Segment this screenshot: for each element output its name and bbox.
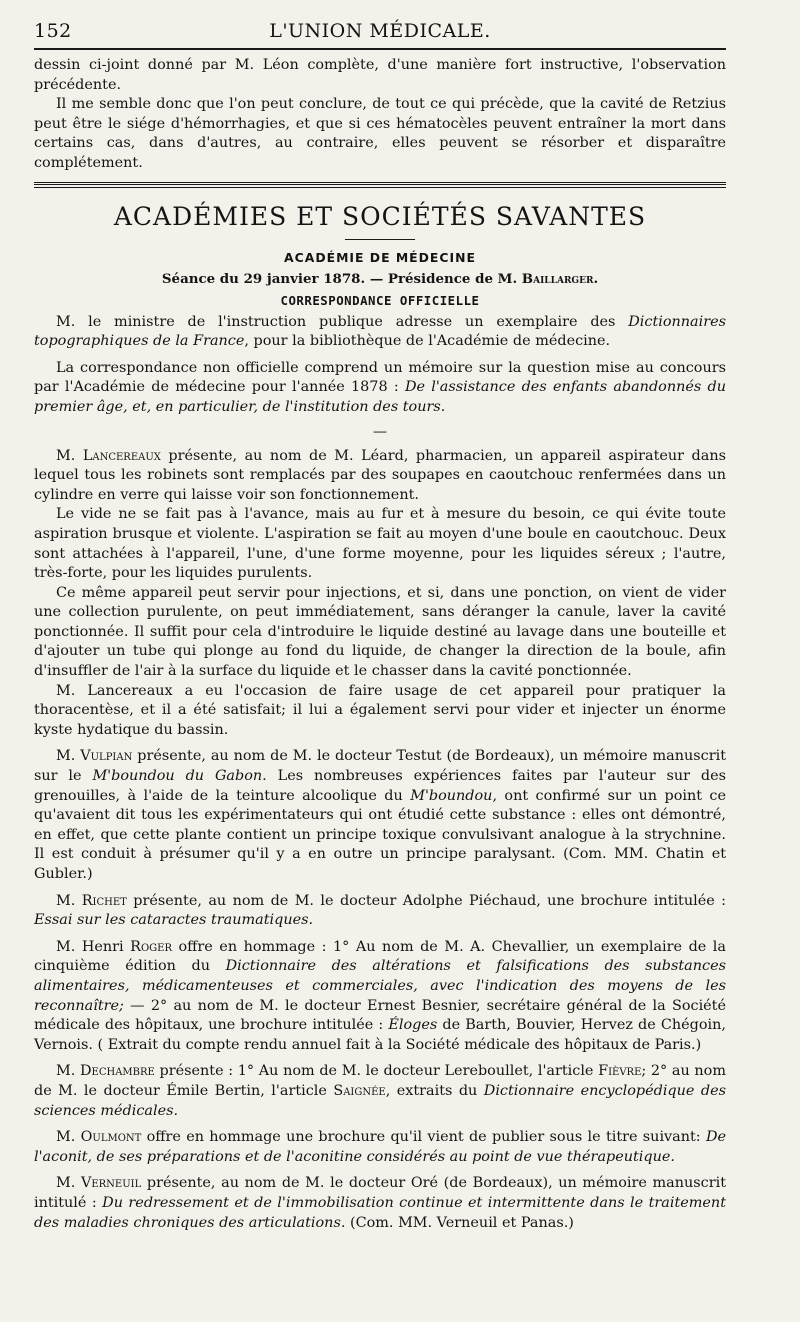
- intro-paragraph-2: Il me semble donc que l'on peut conclure, de tout ce qui précède, que la cavité de Retzius peut être le siége d'hémorrhagies, et que si ces hématocèles peuvent entraîner la mort dans certains cas, dans d'autres, au contraire, elles peuvent se résorber et disparaître complétement.: [34, 96, 726, 171]
- p5-name: Lancereaux: [82, 447, 161, 464]
- paragraph-vulpian: [34, 747, 726, 884]
- p9-text-d: , ont confirmé sur un point ce qu'avaient dit tous les expérimentateurs qui ont étudié cette substance : elles ont démontré, en effet, que cette plante contient un principe toxique convulsivant analogue à la strychnine. Il est conduit à présumer qu'il y a en outre un principe paralysant. (Com. MM. Chatin et Gubler.): [34, 787, 727, 882]
- p14-italic: Du redressement et de l'immobilisation continue et intermittente dans le traitement des maladies chroniques des articulations.: [34, 1194, 726, 1231]
- p4-text-a: La correspondance non officielle comprend un mémoire sur la question mise au concours par l'Académie de médecine pour l'année 1878 :: [34, 359, 726, 396]
- p13-name: Oulmont: [80, 1129, 142, 1146]
- p12-text-c: ; 2° au nom de M. le docteur Émile Bertin, l'article: [34, 1063, 726, 1099]
- paragraph-thoracentese: M. Lancereaux a eu l'occasion de faire usage de cet appareil pour pratiquer la thoracentèse, et il a été satisfait; il lui a également servi pour vider et injecter un énorme kyste hydatique du bassin.: [34, 682, 726, 738]
- p10-italic: Essai sur les cataractes traumatiques.: [34, 912, 314, 929]
- p12-article-2: Saignée: [333, 1082, 386, 1099]
- p10-text-b: présente, au nom de M. le docteur Adolphe Piéchaud, une brochure intitulée :: [126, 892, 726, 909]
- seance-line: [34, 271, 726, 287]
- paragraph-oulmont: [34, 1128, 726, 1167]
- p10-name: Richet: [81, 892, 127, 909]
- p11-name: Roger: [130, 938, 172, 955]
- p9-name: Vulpian: [80, 748, 133, 765]
- p13-text-a: M.: [56, 1129, 81, 1146]
- p3-text-a: M. le ministre de l'instruction publique adresse un exemplaire des: [56, 313, 629, 330]
- p14-text-c: (Com. MM. Verneuil et Panas.): [345, 1214, 574, 1231]
- p12-text-a: M.: [56, 1063, 80, 1080]
- p9-text-c: . Les nombreuses expériences faites par l'auteur sur des grenouilles, à l'aide de la teinture alcoolique du: [34, 768, 726, 804]
- paragraph-roger: [34, 938, 726, 1056]
- intro-paragraph-1: dessin ci-joint donné par M. Léon complète, d'une manière fort instructive, l'observation précédente.: [34, 57, 726, 93]
- p5-text-b: présente, au nom de M. Léard, pharmacien, un appareil aspirateur dans lequel tous les robinets sont remplacés par des soupapes en caoutchouc renfermées dans un cylindre en verre qui laisse voir son fonctionnement.: [34, 447, 726, 503]
- p12-article-1: Fièvre: [598, 1063, 642, 1080]
- p11-text-a: M. Henri: [56, 938, 131, 955]
- paragraph-verneuil: [34, 1174, 726, 1233]
- academy-heading: ACADÉMIE DE MÉDECINE: [284, 249, 476, 265]
- paragraph-lancereaux: [34, 447, 726, 506]
- seance-text: Séance du 29 janvier 1878. — Présidence de M.: [161, 270, 522, 287]
- p13-text-b: offre en hommage une brochure qu'il vient de publier sous le titre suivant:: [141, 1129, 706, 1146]
- p3-text-b: , pour la bibliothèque de l'Académie de médecine.: [244, 333, 611, 350]
- p12-text-b: présente : 1° Au nom de M. le docteur Lereboullet, l'article: [154, 1063, 599, 1080]
- paragraph-correspondance: [34, 359, 726, 418]
- p11-italic-1: Dictionnaire des altérations et falsifications des substances alimentaires, médicamenteuses et commerciales, avec l'indication des moyens de les reconnaître;: [34, 958, 726, 1014]
- p9-italic-1: M'boundou du Gabon: [92, 768, 263, 785]
- paragraph-vide: Le vide ne se fait pas à l'avance, mais au fur et à mesure du besoin, ce qui évite toute aspiration brusque et violente. L'aspiration se fait au moyen d'une boule en caoutchouc. Deux sont attachées à l'appareil, l'une, d'une forme moyenne, pour les liquides séreux ; l'autre, très-forte, pour les liquides purulents.: [34, 506, 726, 582]
- p12-italic: Dictionnaire encyclopédique des sciences médicales.: [34, 1082, 726, 1119]
- p5-text-a: M.: [56, 447, 83, 464]
- p9-text-b: présente, au nom de M. le docteur Testut (de Bordeaux), un mémoire manuscrit sur le: [34, 748, 726, 785]
- p13-italic: De l'aconit, de ses préparations et de l'aconitine considérés au point de vue thérapeutique.: [34, 1129, 727, 1165]
- p14-text-b: présente, au nom de M. le docteur Oré (de Bordeaux), un mémoire manuscrit intitulé :: [34, 1175, 726, 1211]
- paragraph-ministre: [34, 313, 726, 352]
- p4-italic: De l'assistance des enfants abandonnés du premier âge, et, en particulier, de l'institution des tours.: [34, 379, 726, 415]
- header-rule: [34, 48, 726, 50]
- p12-name: Dechambre: [79, 1063, 155, 1080]
- page-number: 152: [34, 20, 72, 42]
- paragraph-richet: [34, 892, 726, 931]
- p11-italic-2: Éloges: [388, 1017, 438, 1034]
- separator-dash: —: [373, 423, 387, 440]
- title-short-rule: [345, 239, 415, 240]
- p12-text-d: , extraits du: [385, 1082, 484, 1099]
- paragraph-injections: Ce même appareil peut servir pour injections, et si, dans une ponction, on vient de vider une collection purulente, on peut immédiatement, sans déranger la canule, laver la cavité ponctionnée. Il suffit pour cela d'introduire le liquide destiné au lavage dans une bouteille et d'ajouter un tube qui plonge au fond du liquide, de changer la direction de la boule, afin d'insuffler de l'air à la surface du liquide et le chasser dans la cavité ponctionnée.: [34, 584, 726, 680]
- p11-text-c: — 2° au nom de M. le docteur Ernest Besnier, secrétaire général de la Société médicale des hôpitaux, une brochure intitulée :: [34, 997, 726, 1034]
- p14-text-a: M.: [56, 1175, 81, 1192]
- p11-text-b: offre en hommage : 1° Au nom de M. A. Chevallier, un exemplaire de la cinquième édition du: [34, 938, 726, 975]
- seance-president: Baillarger: [521, 270, 594, 287]
- running-header: [34, 14, 726, 44]
- p9-text-a: M.: [56, 748, 81, 765]
- p10-text-a: M.: [56, 892, 82, 909]
- seance-end: .: [593, 270, 599, 287]
- p9-italic-2: M'boundou: [410, 787, 493, 804]
- p11-text-d: de Barth, Bouvier, Hervez de Chégoin, Vernois. ( Extrait du compte rendu annuel fait à la Société médicale des hôpitaux de Paris.): [34, 1017, 727, 1053]
- p14-name: Verneuil: [80, 1175, 142, 1192]
- p3-italic: Dictionnaires topographiques de la France: [34, 313, 726, 350]
- journal-title: L'UNION MÉDICALE.: [269, 20, 491, 42]
- correspondence-heading: CORRESPONDANCE OFFICIELLE: [280, 292, 480, 308]
- section-divider: [34, 182, 726, 188]
- section-title: ACADÉMIES ET SOCIÉTÉS SAVANTES: [113, 201, 647, 231]
- paragraph-dechambre: [34, 1062, 726, 1121]
